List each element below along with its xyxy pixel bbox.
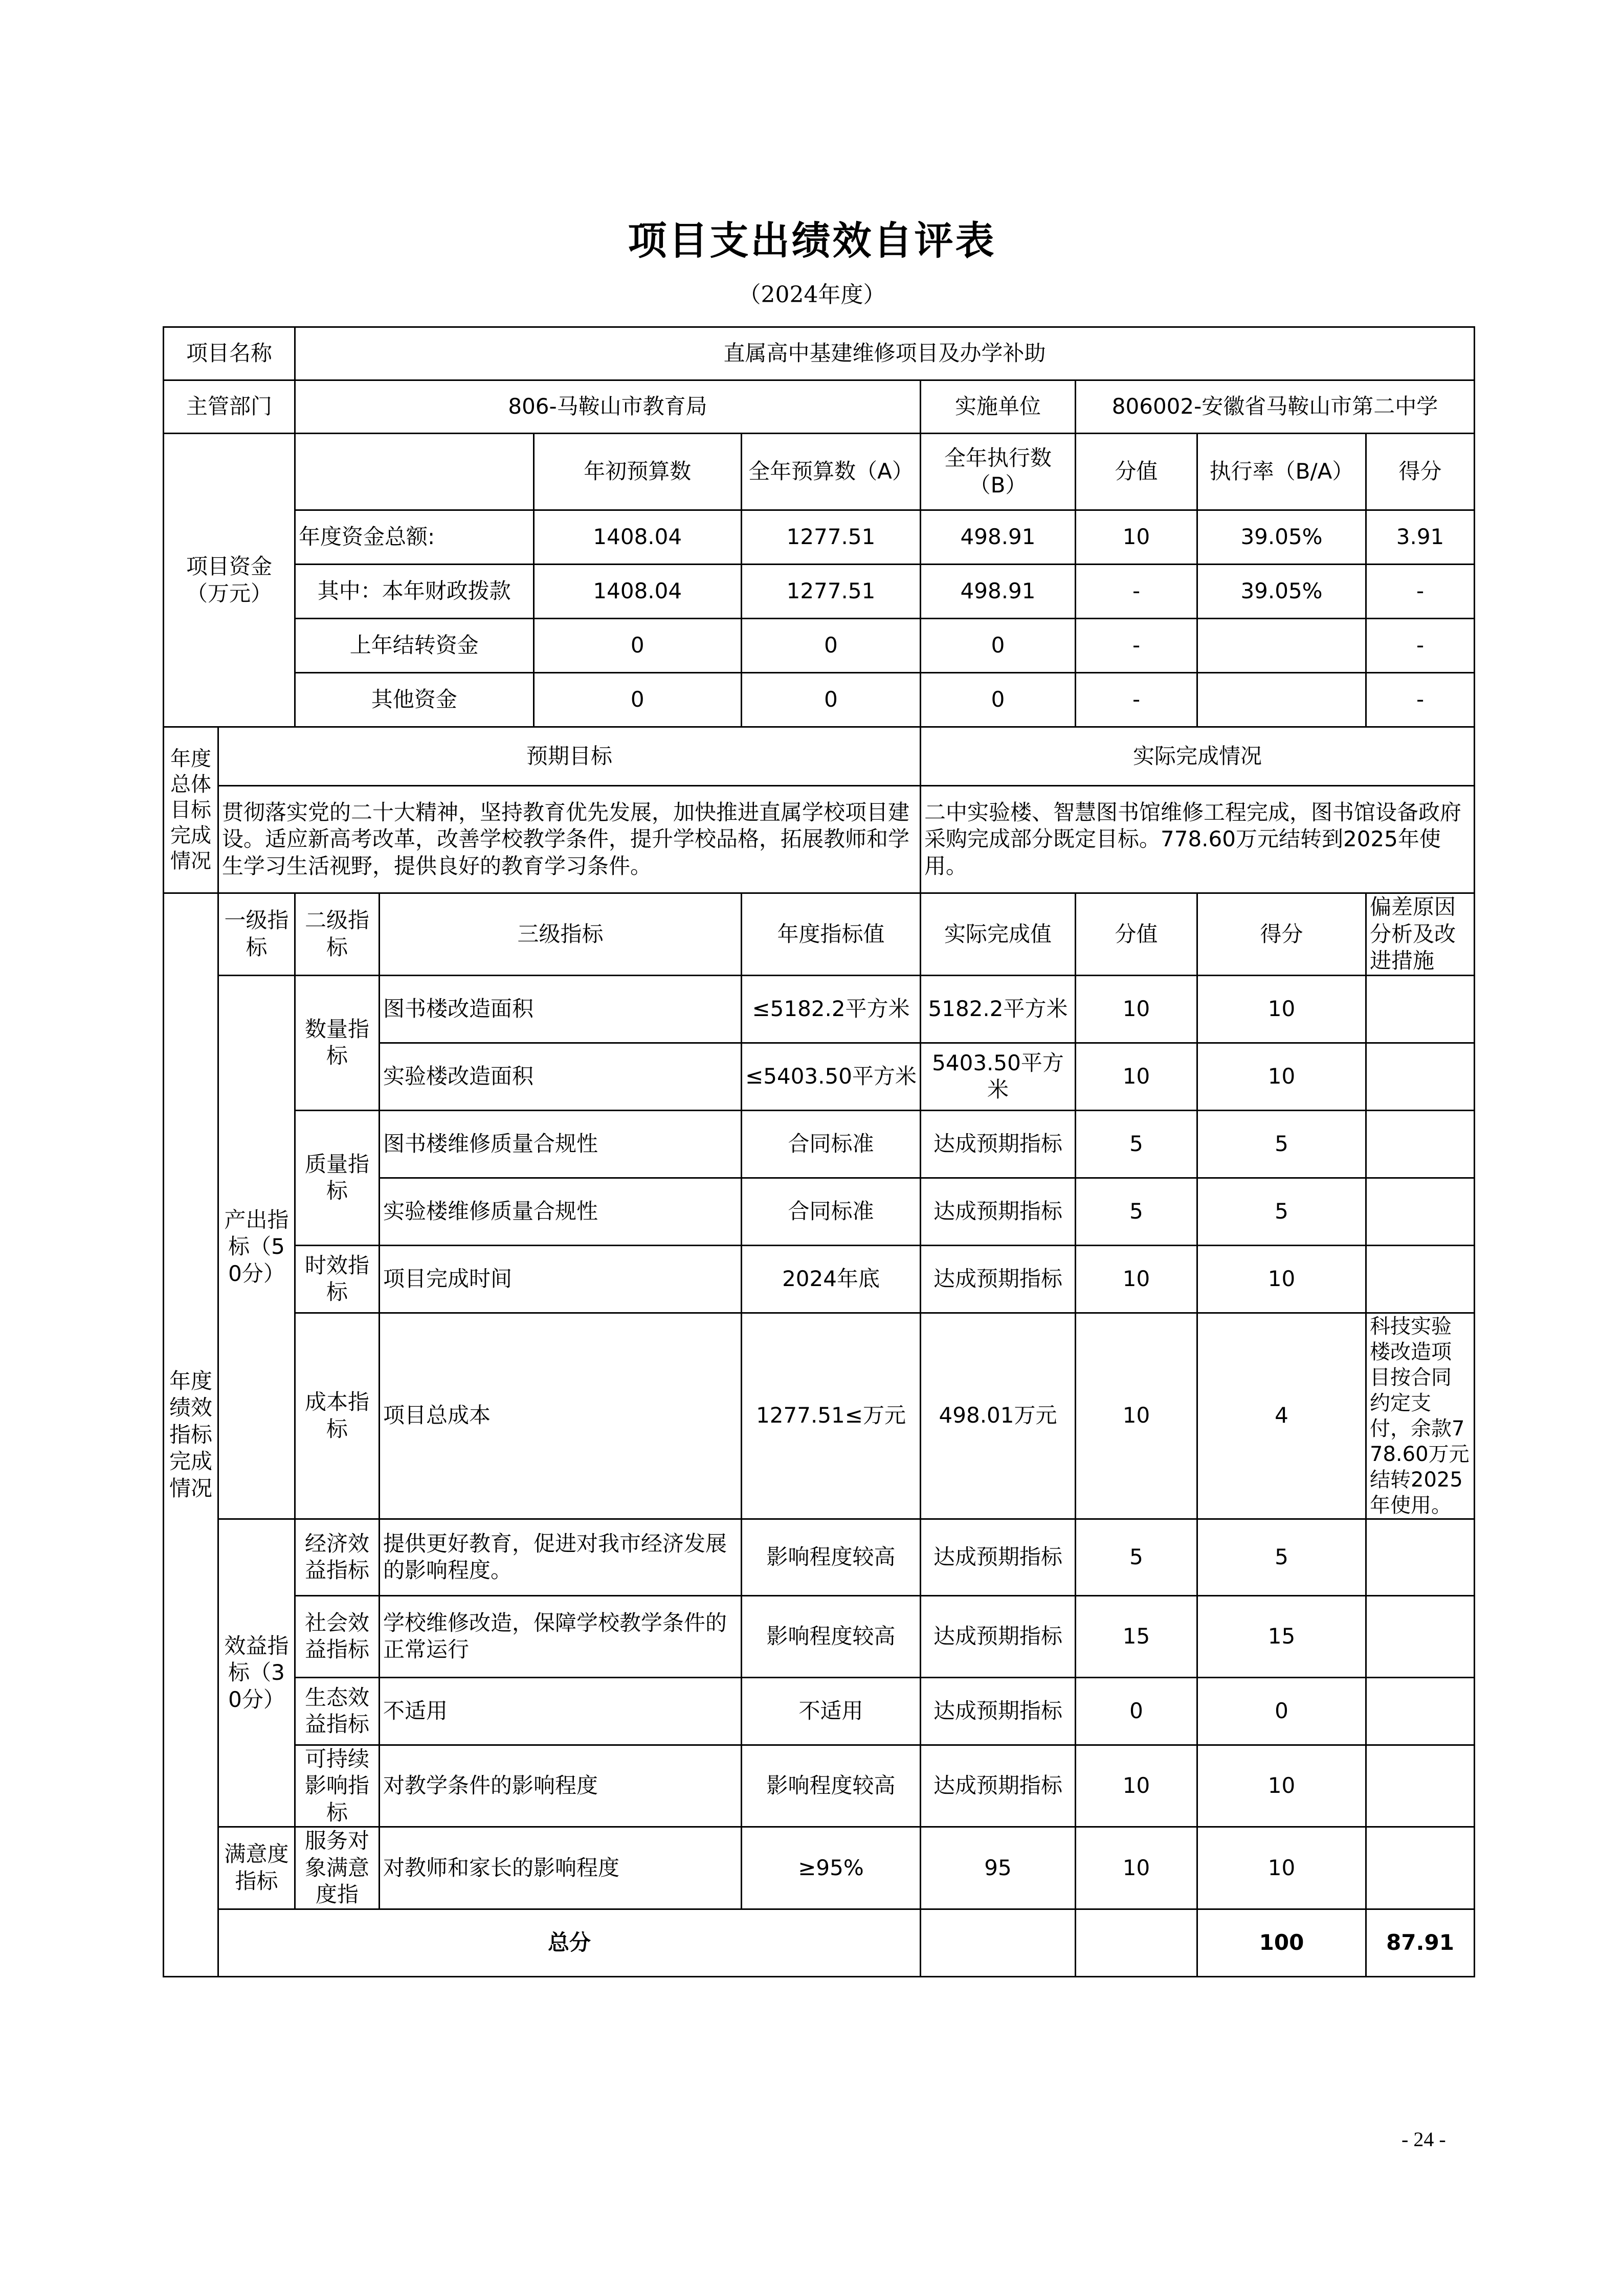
score-cell: 10 — [1197, 1827, 1366, 1909]
indicator-row — [164, 1313, 1475, 1519]
weight-cell: 5 — [1076, 1519, 1197, 1595]
funds-cell: - — [1366, 565, 1475, 619]
funds-cell: 0 — [742, 673, 921, 727]
funds-row-label: 其他资金 — [296, 673, 533, 726]
indicator-row — [164, 975, 1475, 1043]
funds-header-5: 得分 — [1366, 434, 1475, 510]
score-cell: 10 — [1197, 975, 1366, 1043]
funds-cell: - — [1076, 673, 1197, 727]
unit-value: 806002-安徽省马鞍山市第二中学 — [1076, 380, 1475, 434]
page-title: 项目支出绩效自评表 — [628, 218, 996, 263]
indicator-row — [164, 1519, 1475, 1595]
funds-cell: - — [1366, 619, 1475, 673]
target-cell: 合同标准 — [742, 1178, 921, 1245]
weight-cell: 5 — [1076, 1178, 1197, 1245]
dept-label: 主管部门 — [164, 380, 295, 434]
funds-cell: - — [1076, 565, 1197, 619]
indicators-header-row — [164, 893, 1475, 976]
weight-cell: 10 — [1076, 1827, 1197, 1909]
weight-cell: 10 — [1076, 1245, 1197, 1313]
score-cell: 0 — [1197, 1677, 1366, 1745]
weight-cell: 10 — [1076, 1313, 1197, 1519]
indicator-row — [164, 1745, 1475, 1827]
target-cell: 1277.51≤万元 — [742, 1313, 921, 1519]
level3-cell: 对教师和家长的影响程度 — [380, 1827, 742, 1909]
note-cell — [1366, 1043, 1475, 1110]
dept-row — [164, 380, 1475, 434]
level3-cell: 提供更好教育，促进对我市经济发展的影响程度。 — [380, 1519, 742, 1595]
score-cell: 10 — [1197, 1043, 1366, 1110]
weight-cell: 15 — [1076, 1595, 1197, 1677]
funds-cell: - — [1076, 619, 1197, 673]
ind-header-level1: 一级指标 — [218, 893, 295, 976]
level1-benefit: 效益指标（30分） — [218, 1519, 295, 1827]
funds-row — [164, 565, 1475, 619]
note-cell — [1366, 1245, 1475, 1313]
ind-header-actual: 实际完成值 — [921, 893, 1076, 976]
funds-label-2: （万元） — [186, 580, 273, 606]
goals-row — [164, 786, 1475, 893]
funds-cell: 0 — [630, 633, 644, 658]
target-cell: 影响程度较高 — [742, 1595, 921, 1677]
level3-cell: 项目总成本 — [380, 1313, 742, 1519]
actual-goal-header: 实际完成情况 — [921, 727, 1475, 786]
funds-cell — [1197, 673, 1366, 727]
funds-row-label: 其中：本年财政拨款 — [296, 565, 533, 618]
level3-cell: 实验楼维修质量合规性 — [380, 1178, 742, 1245]
funds-cell: 3.91 — [1366, 510, 1475, 565]
level3-cell: 图书楼改造面积 — [380, 975, 742, 1043]
funds-cell: 1408.04 — [593, 524, 682, 550]
note-cell — [1366, 1827, 1475, 1909]
funds-cell: 1408.04 — [593, 578, 682, 604]
indicator-row — [164, 1677, 1475, 1745]
actual-cell: 达成预期指标 — [921, 1745, 1076, 1827]
funds-cell: 498.91 — [921, 565, 1076, 619]
indicators-section-label: 年度绩效指标完成情况 — [164, 893, 218, 1977]
total-label: 总分 — [218, 1909, 921, 1976]
goals-section-label: 年度总体目标完成情况 — [164, 727, 218, 893]
note-cell: 科技实验楼改造项目按合同约定支付，余款778.60万元结转2025年使用。 — [1366, 1313, 1475, 1519]
target-cell: 影响程度较高 — [742, 1519, 921, 1595]
level3-cell: 对教学条件的影响程度 — [380, 1745, 742, 1827]
score-cell: 10 — [1197, 1245, 1366, 1313]
level2-cell: 成本指标 — [295, 1313, 380, 1519]
level2-cell: 数量指标 — [295, 975, 380, 1110]
indicator-row — [164, 1245, 1475, 1313]
funds-cell: 498.91 — [921, 510, 1076, 565]
level2-cell: 质量指标 — [295, 1110, 380, 1245]
note-cell — [1366, 1677, 1475, 1745]
actual-cell: 达成预期指标 — [921, 1110, 1076, 1178]
actual-goal-text: 二中实验楼、智慧图书馆维修工程完成，图书馆设备政府采购完成部分既定目标。778.60万元结转到2025年使用。 — [921, 786, 1475, 893]
target-cell: ≤5403.50平方米 — [742, 1043, 921, 1110]
funds-cell: 10 — [1076, 510, 1197, 565]
performance-table — [163, 326, 1475, 1977]
level2-cell: 时效指标 — [295, 1245, 380, 1313]
score-cell: 4 — [1197, 1313, 1366, 1519]
funds-header-4: 执行率（B/A） — [1197, 434, 1366, 510]
score-cell: 10 — [1197, 1745, 1366, 1827]
level3-cell: 实验楼改造面积 — [380, 1043, 742, 1110]
target-cell: 2024年底 — [742, 1245, 921, 1313]
funds-cell: - — [1366, 673, 1475, 727]
funds-cell: 1277.51 — [742, 565, 921, 619]
expected-goal-text: 贯彻落实党的二十大精神，坚持教育优先发展，加快推进直属学校项目建设。适应新高考改革，改善学校教学条件，提升学校品格，拓展教师和学生学习生活视野，提供良好的教育学习条件。 — [218, 786, 921, 893]
weight-cell: 0 — [1076, 1677, 1197, 1745]
score-cell: 5 — [1197, 1110, 1366, 1178]
actual-cell: 498.01万元 — [921, 1313, 1076, 1519]
funds-cell: 1277.51 — [742, 510, 921, 565]
note-cell — [1366, 1595, 1475, 1677]
funds-header-1: 全年预算数（A） — [742, 434, 921, 510]
target-cell: ≥95% — [742, 1827, 921, 1909]
level3-cell: 图书楼维修质量合规性 — [380, 1110, 742, 1178]
total-row — [164, 1909, 1475, 1976]
page-number: - 24 - — [1401, 2128, 1446, 2151]
note-cell — [1366, 975, 1475, 1043]
funds-section-label — [164, 434, 295, 727]
ind-header-score: 得分 — [1197, 893, 1366, 976]
funds-row — [164, 619, 1475, 673]
project-name-value: 直属高中基建维修项目及办学补助 — [295, 327, 1475, 380]
note-cell — [1366, 1178, 1475, 1245]
funds-row — [164, 673, 1475, 727]
score-cell: 5 — [1197, 1178, 1366, 1245]
unit-label: 实施单位 — [921, 380, 1076, 434]
level3-cell: 项目完成时间 — [380, 1245, 742, 1313]
project-name-row — [164, 327, 1475, 380]
weight-cell: 5 — [1076, 1110, 1197, 1178]
ind-header-level3: 三级指标 — [380, 893, 742, 976]
indicator-row — [164, 1827, 1475, 1909]
level2-cell: 可持续影响指标 — [295, 1745, 380, 1827]
ind-header-weight: 分值 — [1076, 893, 1197, 976]
total-score: 87.91 — [1366, 1909, 1475, 1976]
target-cell: 不适用 — [742, 1677, 921, 1745]
project-name-label: 项目名称 — [164, 327, 295, 380]
target-cell: 影响程度较高 — [742, 1745, 921, 1827]
funds-row — [164, 510, 1475, 565]
funds-header-row — [164, 434, 1475, 510]
actual-cell: 达成预期指标 — [921, 1245, 1076, 1313]
total-weight: 100 — [1197, 1909, 1366, 1976]
level2-cell: 经济效益指标 — [295, 1519, 380, 1595]
weight-cell: 10 — [1076, 975, 1197, 1043]
actual-cell: 5182.2平方米 — [921, 975, 1076, 1043]
expected-goal-header: 预期目标 — [218, 727, 921, 786]
note-cell — [1366, 1519, 1475, 1595]
goals-header-row — [164, 727, 1475, 786]
funds-cell: 0 — [921, 673, 1076, 727]
level2-cell: 生态效益指标 — [295, 1677, 380, 1745]
funds-row-label: 上年结转资金 — [296, 619, 533, 672]
actual-cell: 95 — [921, 1827, 1076, 1909]
funds-row-label: 年度资金总额: — [296, 511, 533, 564]
level1-satisfaction: 满意度指标 — [218, 1827, 295, 1909]
score-cell: 15 — [1197, 1595, 1366, 1677]
level3-cell: 不适用 — [380, 1677, 742, 1745]
funds-cell — [1197, 619, 1366, 673]
level1-output: 产出指标（50分） — [218, 975, 295, 1519]
ind-header-target: 年度指标值 — [742, 893, 921, 976]
funds-header-3: 分值 — [1076, 434, 1197, 510]
ind-header-level2: 二级指标 — [295, 893, 380, 976]
funds-cell: 0 — [742, 619, 921, 673]
target-cell: 合同标准 — [742, 1110, 921, 1178]
funds-label-1: 项目资金 — [186, 554, 273, 579]
level2-cell: 社会效益指标 — [295, 1595, 380, 1677]
note-cell — [1366, 1110, 1475, 1178]
score-cell: 5 — [1197, 1519, 1366, 1595]
indicator-row — [164, 1595, 1475, 1677]
note-cell — [1366, 1745, 1475, 1827]
funds-header-0: 年初预算数 — [584, 459, 692, 484]
funds-cell: 0 — [921, 619, 1076, 673]
actual-cell: 达成预期指标 — [921, 1677, 1076, 1745]
indicator-row — [164, 1110, 1475, 1178]
actual-cell: 达成预期指标 — [921, 1178, 1076, 1245]
funds-cell: 0 — [630, 687, 644, 712]
dept-value: 806-马鞍山市教育局 — [295, 380, 921, 434]
page-subtitle: （2024年度） — [738, 282, 886, 308]
actual-cell: 5403.50平方米 — [921, 1043, 1076, 1110]
weight-cell: 10 — [1076, 1745, 1197, 1827]
weight-cell: 10 — [1076, 1043, 1197, 1110]
funds-header-2: 全年执行数（B） — [921, 434, 1076, 510]
funds-cell: 39.05% — [1197, 565, 1366, 619]
actual-cell: 达成预期指标 — [921, 1595, 1076, 1677]
level3-cell: 学校维修改造，保障学校教学条件的正常运行 — [380, 1595, 742, 1677]
ind-header-note: 偏差原因分析及改进措施 — [1366, 893, 1475, 976]
target-cell: ≤5182.2平方米 — [742, 975, 921, 1043]
level2-cell: 服务对象满意度指 — [295, 1827, 380, 1909]
funds-cell: 39.05% — [1197, 510, 1366, 565]
actual-cell: 达成预期指标 — [921, 1519, 1076, 1595]
